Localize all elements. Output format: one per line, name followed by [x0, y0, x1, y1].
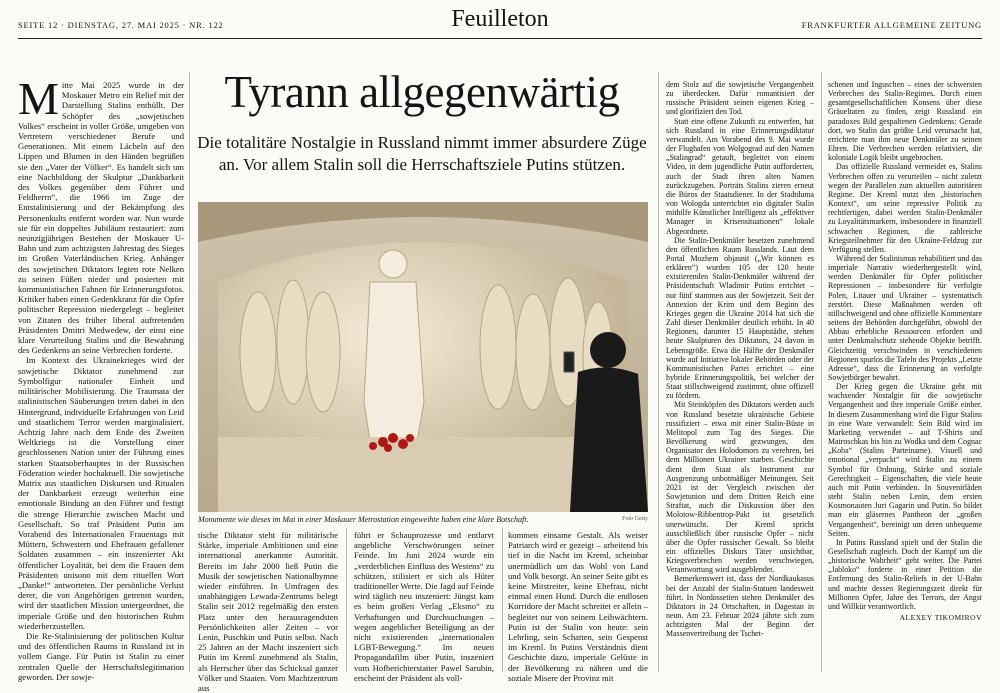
issue-info: SEITE 12 · DIENSTAG, 27. MAI 2025 · NR. 122 [18, 20, 224, 30]
paragraph: Im Kontext des Ukrainekrieges wird der sowjetische Diktator zunehmend zur Symbolfigur nationaler Einheit und militärischer Mobilisierung. Die Traumata der stalinistischen Säuberungen treten dabei in den Hintergrund, individuelle Erfahrungen von Leid und staatlichem Terror werden marginalisiert. Achtzig Jahre nach dem Ende des Zweiten Weltkriegs ist die Vorstellung einer geschlossenen Nation unter der Führung eines starken Staatsoberhauptes in der Russischen Föderation wieder hochaktuell. Die sowjetische Matrix aus staatlichen Diskursen und Ritualen der Dankbarkeit erzeugt weiterhin eine emotionale Bindung an den Führer und festigt die strenge Hierarchie zwischen Macht und Gesellschaft. So traf Präsident Putin am Vorabend des Internationalen Frauentags mit Müttern, Schwestern und Ehefrauen gefallener Soldaten zusammen – ein inszenierter Akt öffentlicher Loyalität, bei dem die Frauen dem Präsidenten unisono mit dem rituellen Wort „Danke!“ antworteten. Der persönliche Verlust derer, die von Angehörigen getrennt wurden, wird der staatlichen Mission untergeordnet, die imperiale Größe und den historischen Ruhm wiederherzustellen. [18, 355, 184, 631]
paragraph: Das offizielle Russland vermeidet es, Stalins Verbrechen offen zu verurteilen – nicht zuletzt wegen der Parallelen zum aktuellen autoritären Regime. Der Kreml nutzt den „historischen Kontext“, um seine repressive Politik zu rechtfertigen, dabei werden Stalin-Denkmäler zu Loyalitätsmarkern, insbesondere in finanziell schwachen Regionen, die zahlreiche Kriegsteilnehmer für den Ukraine-Feldzug zur Verfügung stellen. [828, 162, 982, 254]
article-column-2 [198, 530, 338, 693]
paragraph: In Putins Russland spielt und der Stalin die Gesellschaft zugleich. Doch der Kampf um die „historische Wahrheit“ geht weiter. Die Partei „Jabloko“ forderte in einer Petition die Entfernung des Stalin-Reliefs in der U-Bahn und machte dessen Regierungszeit direkt für Millionen Opfer, Jahre des Terrors, der Angst und Willkür verantwortlich. [828, 537, 982, 611]
paragraph: Während der Stalinismus rehabilitiert und das imperiale Narrativ wiederhergestellt wird, werden Denkmäler für Opfer politischer Repressionen – insbesondere für verfolgte Polen, Litauer und Ukrainer – systematisch zerstört. Diese Maßnahmen werden oft stillschweigend und ohne offizielle Kommentare seitens der Behörden durchgeführt, obwohl der Abbau erhebliche Ressourcen erfordert und unter Denkmalschutz stehende Objekte betrifft. Gleichzeitig verschwinden in verschiedenen Regionen spurlos die Tafeln des Projekts „Letzte Adresse“, dass die Erinnerung an verfolgte Sowjetbürger bewahrt. [828, 253, 983, 382]
paragraph: führt er Schauprozesse und entlarvt angebliche Verschwörungen seiner Feinde. Im Juni 2024 wurde ein „verderblichen Einfluss des Westens“ zu schützen, stilisiert er sich als Hüter traditioneller Werte. Die Jagd auf Feinde wird täglich neu inszeniert: Jüngst kam es beim großen Verlag „Eksmo“ zu Verhaftungen und Durchsuchungen – wegen angeblicher Beteiligung an der nicht existierenden „internationalen LGBT-Bewegung.“ Im neuen Propagandafilm über Putin, inszeniert vom Hofberichterstatter Pawel Sarubin, erscheint der Präsident als voll- [354, 530, 494, 683]
paragraph: Die Stalin-Denkmäler besetzen zunehmend den öffentlichen Raum Russlands. Laut dem Portal Mozhem objasnit („Wir können es erklären“) wurden 105 der 120 heute existierenden Stalin-Denkmäler während der Präsidentschaft Wladimir Putins errichtet – nur fünf stammen aus der Sowjetzeit. Seit der Annexion der Krim und dem Beginn des Krieges gegen die Ukraine 2014 hat sich die Zahl dieser Denkmäler deutlich erhöht. In 40 Regionen, darunter 15 Hauptstädte, stehen heute Skulpturen des Diktators, 24 davon in Lebensgröße. Etwa die Hälfte der Denkmäler wurde auf Initiative lokaler Behörden oder der Kommunistischen Partei errichtet – eine hybride Erinnerungspolitik, bei welcher der Staat stillschweigend zustimmt, ohne offiziell zu fördern. [666, 235, 814, 401]
article-column-6 [828, 80, 982, 622]
headline: Tyrann allgegenwärtig [224, 67, 620, 117]
article-column-5 [666, 80, 814, 639]
phone-icon [564, 352, 574, 372]
article-column-1 [18, 73, 184, 682]
paragraph: itte Mai 2025 wurde in der Moskauer Metro ein Relief mit der Darstellung Stalins enthüllt. Der Schöpfer des „sowjetischen Volkes“ erscheint in voller Größe, umgeben von Vertretern verschiedener Berufe und Generationen. Mit einem Lächeln auf den Lippen und Blumen in den Händen begrüßen sie den „Vater der Völker“. Es handelt sich um eine Nachbildung der Skulptur „Dankbarkeit des Volkes gegenüber dem Führer und Feldherrn“, die 1966 im Zuge der Entstalinisierung und der Bekämpfung des Personenkults entfernt worden war. Nun wurde sie für ein doppeltes Jubiläum restauriert: zum neunzigjährigen Bestehen der Moskauer U-Bahn und zum achtzigsten Jahrestag des Sieges im Großen Vaterländischen Krieg. Anhänger des sowjetischen Diktators legten rote Nelken zu seinen Füßen nieder und posierten mit kommunistischen Fahnen für Erinnerungsfotos. Kritiker haben einen Gedenkkranz für die Opfer politischer Repression niedergelegt – begleitet von Zitaten des früher liberal auftretenden Präsidenten Dmitri Medwedew, der einst eine klare Verurteilung Stalins und die Bewahrung des Gedenkens an seine Verbrechen forderte. [18, 80, 184, 356]
metro-relief-photo [198, 202, 648, 512]
article-photo [198, 202, 648, 512]
subheadline: Die totalitäre Nostalgie in Russland nimmt immer absurdere Züge an. Vor allem Stalin soll die Herrschaftsziele Putins stützen. [197, 133, 647, 174]
section-title: Feuilleton [451, 6, 549, 32]
author-byline: ALEXEY TIKOMIROV [899, 613, 982, 623]
column-rule [502, 528, 503, 672]
drop-cap: M [18, 73, 59, 124]
paragraph: tische Diktator steht für militärische Stärke, imperiale Ambitionen und eine international anerkannte Autorität. Bereits im Jahr 2000 ließ Putin die Musik der sowjetischen Nationalhymne wieder einführen. In Umfragen des unabhängigen Lewada-Zentrums belegt Stalin seit 2012 regelmäßig den ersten Platz unter den herausragendsten Persönlichkeiten aller Zeiten – vor Lenin, Puschkin und Putin selbst. Nach 25 Jahren an der Macht inszeniert sich Putin im Kreml zunehmend als Stalin, als Herrscher über das Schicksal ganzer Völker und Staaten. Vom Machtzentrum aus [198, 530, 338, 693]
newspaper-name: FRANKFURTER ALLGEMEINE ZEITUNG [801, 20, 982, 30]
photo-caption: Monumente wie dieses im Mai in einer Moskauer Metrostation eingeweihte haben eine klare Botschaft. [198, 515, 529, 524]
paragraph: Statt eine offene Zukunft zu entwerfen, hat sich Russland in eine Erinnerungsdiktatur verwandelt. Am Vorabend des 9. Mai wurde der Flughafen von Wolgograd auf den Namen „Stalingrad“ getauft, begleitet von einem Video, in dem jugendliche Putin aufforderten, auch der Stadt ihren alten Namen zurückzugeben. Porträts Stalins zieren erneut die Büros der Staatsdiener. In der Stadtduma von Wologda unterrichtet ein digitaler Stalin mithilfe Künstlicher Intelligenz als „effektiver Manager in Krisensituationen“ lokale Abgeordnete. [666, 116, 814, 236]
paragraph: Bemerkenswert ist, dass der Nordkaukasus bei der Anzahl der Stalin-Statuen landesweit führt. In Nordossetien stehen Denkmäler des Diktators in 24 Ortschaften, in Dagestan in neun. Am 23. Februar 2024 jährte sich zum achtzigsten Mal der Beginn der Massenvertreibung der Tschet- [666, 574, 814, 639]
paragraph: Die Re-Stalinisierung der politischen Kultur und des öffentlichen Raums in Russland ist in vollem Gange. Für Putin ist Stalin zu einer zentralen Quelle der Herrschaftslegitimation geworden. Der sowje- [18, 630, 184, 682]
column-rule [346, 528, 347, 672]
paragraph: Der Krieg gegen die Ukraine geht mit wachsender Nostalgie für die sowjetische Vergangenheit und ihre imperiale Größe einher. In diesem Zusammenhang wird die Figur Stalins in eine Ware verwandelt: Sein Bild wird im Marketing verwendet – auf T-Shirts und Matroschkas bis hin zu Wodka und dem Cognac „Koba“ (Stalins Parteiname). Visuell und emotional „verpackt“ wird Stalin zu einem Symbol für Ordnung, Stärke und soziale Gerechtigkeit – Eigenschaften, die viele heute auch mit Putin verbinden. In Souvenirläden steht Stalin neben Lenin, dem ersten Kosmonauten Juri Gagarin und Putin. So bildet man ein gläsernes Pantheon der „großen Vergangenheit“, bereinigt um deren unbequeme Seiten. [828, 382, 982, 538]
paragraph: dem Stolz auf die sowjetische Vergangenheit zu überdecken. Dafür romantisiert der russische Präsident seinen eigenen Krieg – und glorifiziert den Tod. [666, 80, 814, 117]
article-column-3 [354, 530, 494, 683]
paragraph: schenen und Inguschen – eines der schwersten Verbrechen des Stalin-Regimes. Durch einen gesamtgesellschaftlichen Konsens über diese Gräueltaten zu finden, zeigt Russland ein paradoxes Bild gespaltenen Gedenkens: Gerade dort, wo Stalin das größte Leid verursacht hat, errichtete man ihm neue Denkmäler zu seinen Ehren. Die Verbrechen werden relativiert, die koloniale Logik bleibt ungebrochen. [828, 80, 982, 163]
masthead-rule [18, 38, 982, 39]
column-rule [189, 72, 190, 672]
masthead [18, 6, 982, 38]
paragraph: Mit Steinköpfen des Diktators werden auch von Russland besetzte ukrainische Gebiete russifiziert – etwa mit einer Stalin-Büste in Melitopol zum Tag des Sieges. Die Bevölkerung wird gezwungen, den Organisator des Holodomors zu verehren, bei dem Millionen Ukrainer starben. Geschichte dient dem Staat als Instrument zur Ausgrenzung unbotmäßiger Meinungen. Seit 2021 ist der Vergleich zwischen der Sowjetunion und dem Dritten Reich eine Straftat, auch die Diskussion über den Molotow-Ribbentrop-Pakt ist gesetzlich unerwünscht. Der Kreml spricht ausschließlich über russische Opfer – nicht über die Opfer russischer Gewalt. So bleibt ein offizielles Diskurs Täter unsichtbar, Kriegsverbrechen werden verschwiegen, Verantwortung wird ausgeblendet. [666, 400, 814, 575]
column-rule [821, 72, 822, 672]
article-column-4 [508, 530, 648, 683]
column-rule [658, 72, 659, 672]
paragraph: kommen einsame Gestalt. Als weiser Patriarch wird er gezeigt – arbeitend bis tief in die Nacht im Kreml, scheinbar unermüdlich um das Wohl von Land und Volk besorgt. An seiner Seite gibt es keine Mitstreiter, keine Ehefrau, nicht einmal einen Hund. Durch die endlosen Korridore der Macht schreitet er allein – begleitet nur von seinem Leibwächtern. Putin ist der Stalin von heute: sein Lehrling, sein Schatten, sein Gespenst im Kreml. In Putins Verständnis dient Geschichte dazu, imperiale Gelüste in der Bevölkerung zu nähren und die soziale Misere der Provinz mit [508, 530, 648, 683]
photo-credit: Foto Getty [622, 516, 648, 522]
